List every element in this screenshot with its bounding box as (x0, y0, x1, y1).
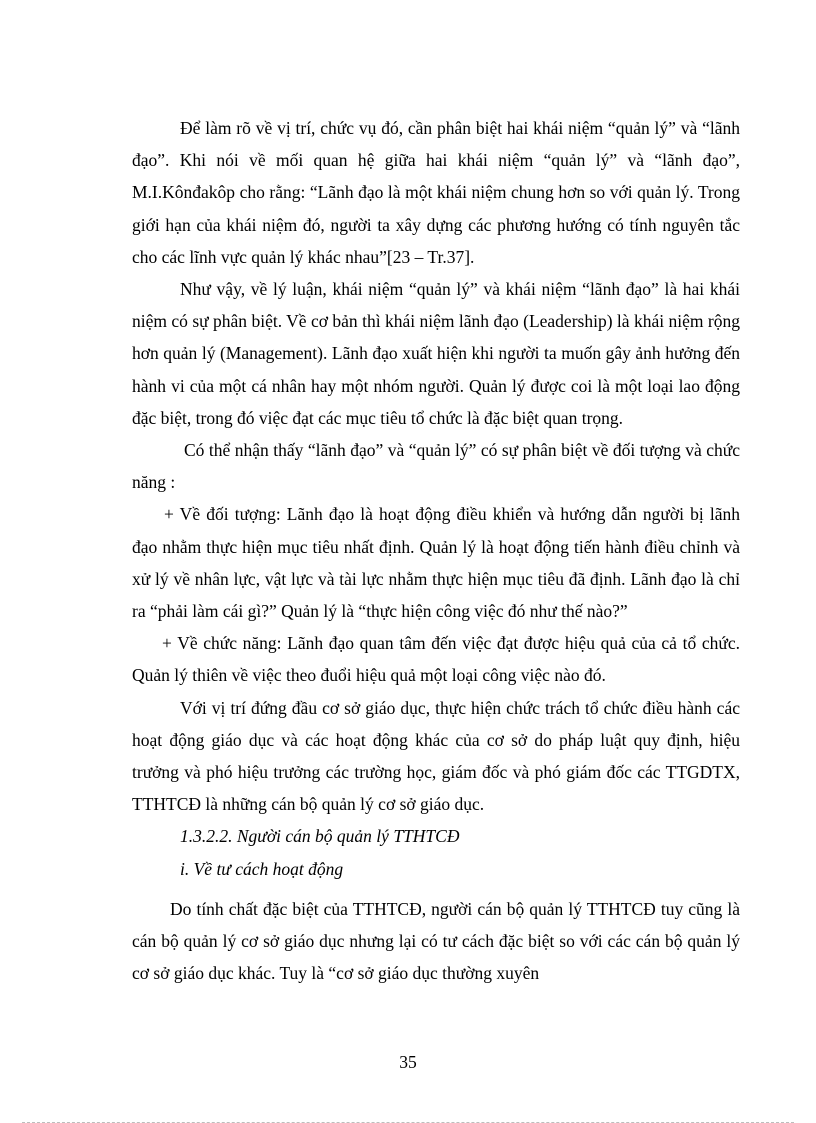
paragraph-school-managers: Với vị trí đứng đầu cơ sở giáo dục, thực hiện chức trách tổ chức điều hành các hoạt động giáo dục và các hoạt động khác của cơ sở do pháp luật quy định, hiệu trưởng và phó hiệu trưởng các trường học, giám đốc và phó giám đốc các TTGDTX, TTHTCĐ là những cán bộ quản lý cơ sở giáo dục. (132, 697, 740, 815)
paragraph-tthtcd-managers: Do tính chất đặc biệt của TTHTCĐ, người cán bộ quản lý TTHTCĐ tuy cũng là cán bộ quản lý cơ sở giáo dục nhưng lại có tư cách đặc biệt so với các cán bộ quản lý cơ sở giáo dục khác. Tuy là “cơ sở giáo dục thường xuyên (132, 898, 740, 984)
page-body (132, 112, 740, 989)
section-heading: 1.3.2.2. Người cán bộ quản lý TTHTCĐ (180, 826, 460, 847)
subsection-heading: i. Về tư cách hoạt động (180, 858, 344, 879)
paragraph-concepts-intro: Để làm rõ về vị trí, chức vụ đó, cần phân biệt hai khái niệm “quản lý” và “lãnh đạo”. Khi nói về mối quan hệ giữa hai khái niệm “quản lý” và “lãnh đạo”, M.I.Kônđakôp cho rằng: “Lãnh đạo là một khái niệm chung hơn so với quản lý. Trong giới hạn của khái niệm đó, người ta xây dựng các phương hướng có tính nguyên tắc cho các lĩnh vực quản lý khác nhau”[23 – Tr.37]. (132, 118, 740, 267)
paragraph-distinction-intro: Có thể nhận thấy “lãnh đạo” và “quản lý” có sự phân biệt về đối tượng và chức năng : (132, 440, 740, 493)
paragraph-leadership-vs-management: Như vậy, về lý luận, khái niệm “quản lý” và khái niệm “lãnh đạo” là hai khái niệm có sự phân biệt. Về cơ bản thì khái niệm lãnh đạo (Leadership) là khái niệm rộng hơn quản lý (Management). Lãnh đạo xuất hiện khi người ta muốn gây ảnh hưởng đến hành vi của một cá nhân hay một nhóm người. Quản lý được coi là một loại lao động đặc biệt, trong đó việc đạt các mục tiêu tổ chức là đặc biệt quan trọng. (132, 279, 740, 428)
list-item-object: + Về đối tượng: Lãnh đạo là hoạt động điều khiển và hướng dẫn người bị lãnh đạo nhằm thực hiện mục tiêu nhất định. Quản lý là hoạt động tiến hành điều chỉnh và xử lý về nhân lực, vật lực và tài lực nhằm thực hiện mục tiêu đã định. Lãnh đạo là chỉ ra “phải làm cái gì?” Quản lý là “thực hiện công việc đó như thế nào?” (132, 504, 740, 622)
page-number: 35 (399, 1052, 417, 1072)
list-item-function: + Về chức năng: Lãnh đạo quan tâm đến việc đạt được hiệu quả của cả tổ chức. Quản lý thiên về việc theo đuổi hiệu quả một loại công việc nào đó. (132, 633, 740, 686)
